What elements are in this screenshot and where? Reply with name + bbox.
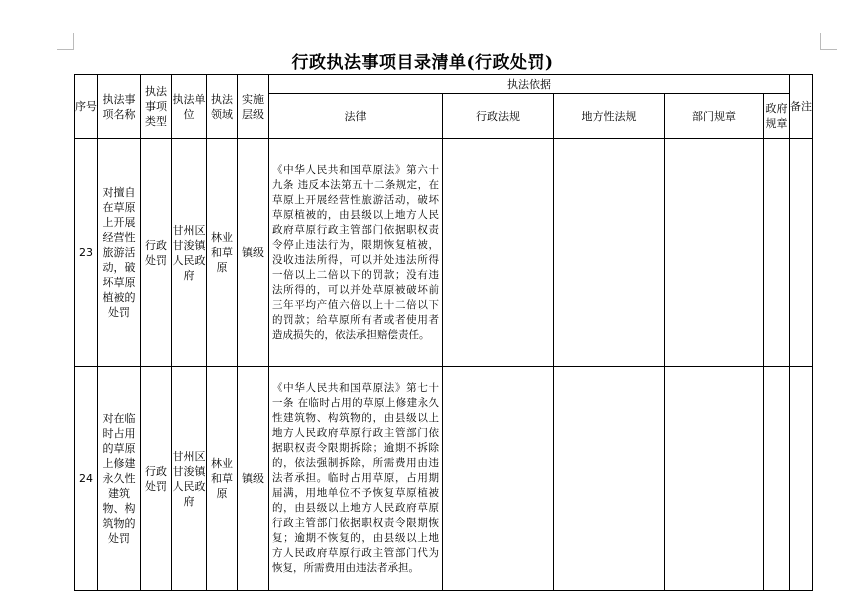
header-basis: 执法依据 (269, 75, 790, 94)
row-level: 镇级 (238, 139, 269, 367)
row-level: 镇级 (238, 367, 269, 591)
header-item-type: 执法事项类型 (141, 75, 172, 139)
row-remark (790, 367, 813, 591)
document-title: 行政执法事项目录清单(行政处罚) (291, 53, 554, 73)
enforcement-table (74, 74, 813, 591)
row-item-type: 行政处罚 (141, 139, 172, 367)
header-dept-rule: 部门规章 (665, 94, 764, 139)
header-law: 法律 (269, 94, 443, 139)
row-field: 林业和草原 (207, 367, 238, 591)
row-law: 《中华人民共和国草原法》第七十一条 在临时占用的草原上修建永久性建筑物、构筑物的，由县级以上地方人民政府草原行政主管部门依据职权责令限期拆除；逾期不拆除的，依法强制拆除，所需费用由违法者承担。临时占用草原，占用期届满，用地单位不予恢复草原植被的，由县级以上地方人民政府草原行政主管部门依据职权责令限期恢复；逾期不恢复的，由县级以上地方人民政府草原行政主管部门代为恢复，所需费用由违法者承担。 (269, 367, 443, 591)
row-unit: 甘州区甘浚镇人民政府 (172, 367, 207, 591)
row-admin-reg (443, 367, 554, 591)
row-remark (790, 139, 813, 367)
header-level: 实施层级 (238, 75, 269, 139)
table-row (75, 139, 813, 367)
header-remark: 备注 (790, 75, 813, 139)
row-dept-rule (665, 139, 764, 367)
row-field: 林业和草原 (207, 139, 238, 367)
header-unit: 执法单位 (172, 75, 207, 139)
header-gov-rule: 政府规章 (764, 94, 790, 139)
header-local-reg: 地方性法规 (554, 94, 665, 139)
header-item-name: 执法事项名称 (98, 75, 141, 139)
header-seq: 序号 (75, 75, 98, 139)
header-admin-reg: 行政法规 (443, 94, 554, 139)
row-dept-rule (665, 367, 764, 591)
row-seq: 24 (75, 367, 98, 591)
row-law: 《中华人民共和国草原法》第六十九条 违反本法第五十二条规定，在草原上开展经营性旅游活动，破坏草原植被的，由县级以上地方人民政府草原行政主管部门依据职权责令停止违法行为，限期恢复植被，没收违法所得，可以并处违法所得一倍以上二倍以下的罚款；没有违法所得的，可以并处草原被破坏前三年平均产值六倍以上十二倍以下的罚款；给草原所有者或者使用者造成损失的，依法承担赔偿责任。 (269, 139, 443, 367)
row-seq: 23 (75, 139, 98, 367)
row-gov-rule (764, 139, 790, 367)
row-item-name: 对在临时占用的草原上修建永久性建筑物、构筑物的处罚 (98, 367, 141, 591)
header-row-1 (75, 75, 813, 94)
row-unit: 甘州区甘浚镇人民政府 (172, 139, 207, 367)
row-local-reg (554, 139, 665, 367)
row-local-reg (554, 367, 665, 591)
row-item-name: 对擅自在草原上开展经营性旅游活动，破坏草原植被的处罚 (98, 139, 141, 367)
row-item-type: 行政处罚 (141, 367, 172, 591)
header-field: 执法领域 (207, 75, 238, 139)
table-row (75, 367, 813, 591)
row-admin-reg (443, 139, 554, 367)
row-gov-rule (764, 367, 790, 591)
